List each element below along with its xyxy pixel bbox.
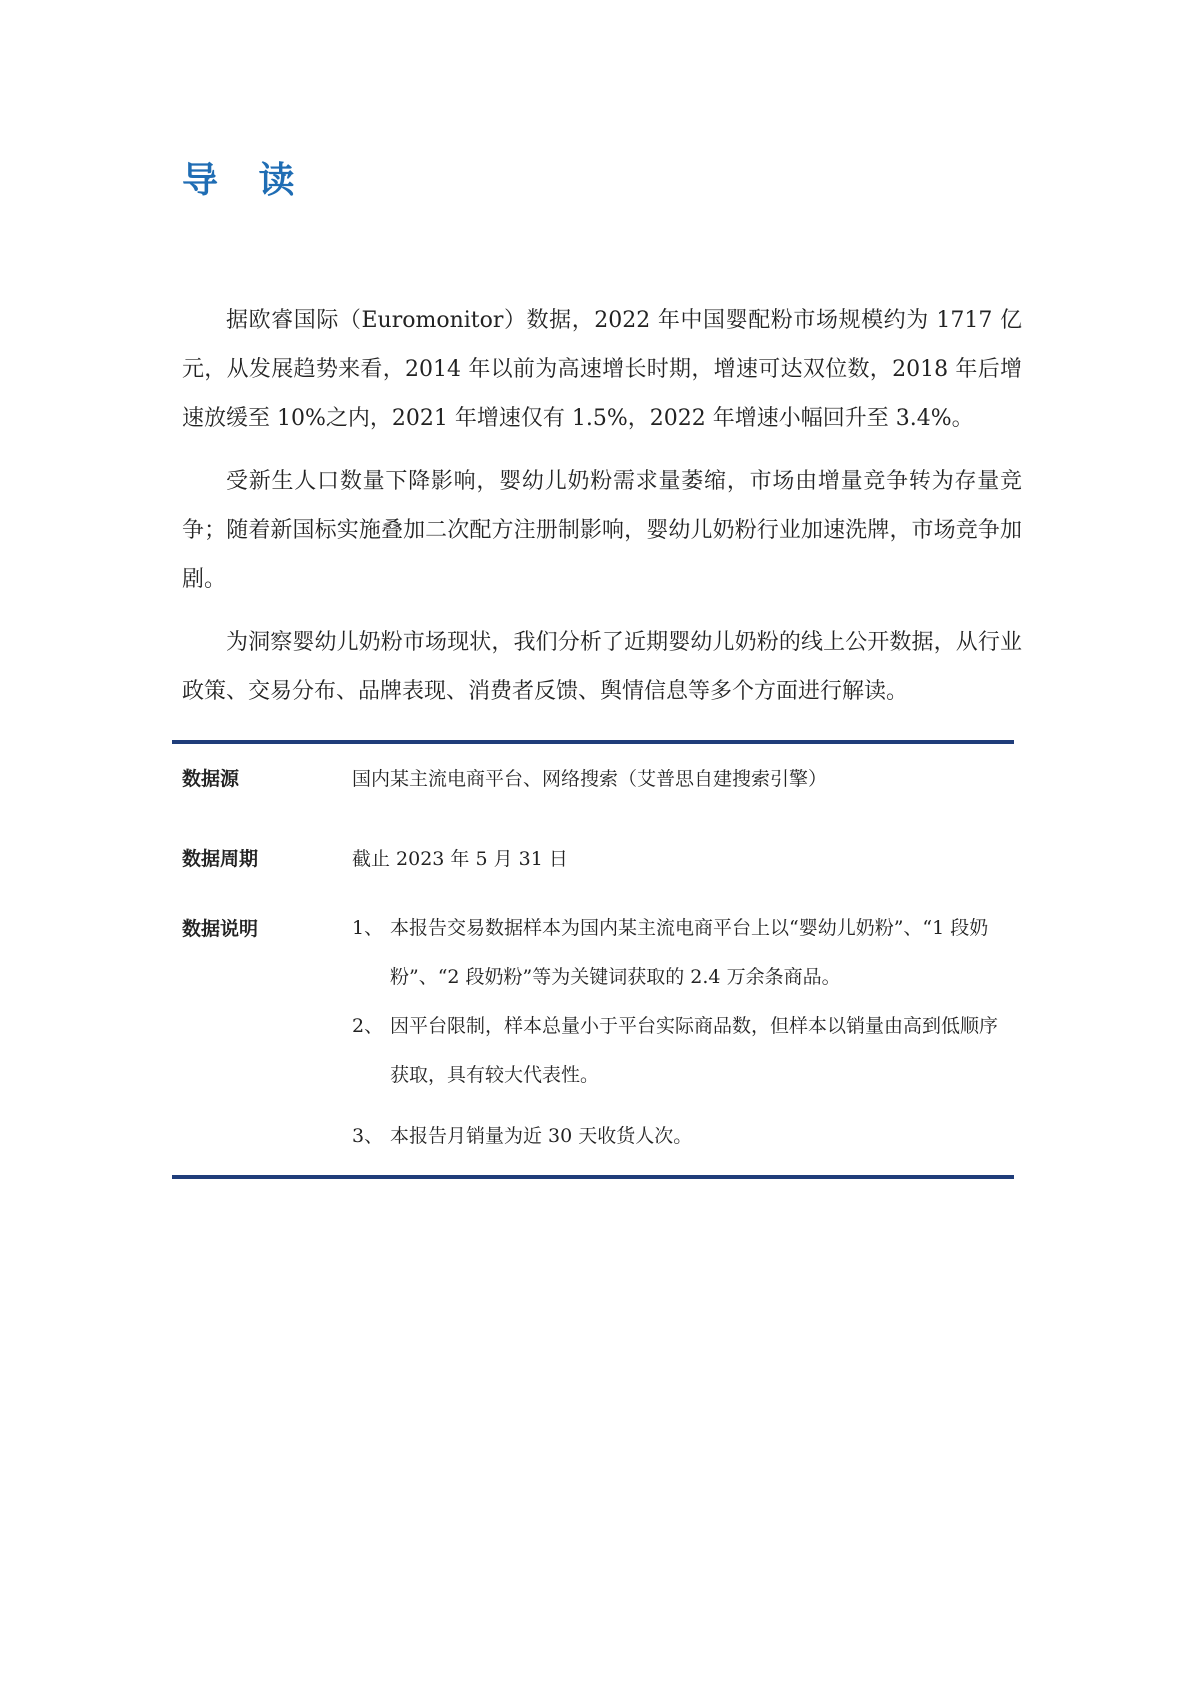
data-source-row (182, 764, 1014, 794)
note-text: 因平台限制，样本总量小于平台实际商品数，但样本以销量由高到低顺序获取，具有较大代表性。 (390, 1015, 999, 1086)
data-info-box (172, 740, 1014, 1179)
intro-paragraph: 为洞察婴幼儿奶粉市场现状，我们分析了近期婴幼儿奶粉的线上公开数据，从行业政策、交易分布、品牌表现、消费者反馈、舆情信息等多个方面进行解读。 (182, 630, 1022, 704)
note-item (352, 904, 1014, 1002)
data-source-label: 数据源 (182, 768, 240, 790)
note-number: 3、 (352, 1125, 384, 1147)
page-title: 导 读 (182, 160, 309, 201)
bottom-divider (172, 1175, 1014, 1179)
info-rows (172, 744, 1014, 1175)
data-period-row (182, 844, 1014, 874)
note-text: 本报告交易数据样本为国内某主流电商平台上以“婴幼儿奶粉”、“1 段奶粉”、“2 段奶粉”等为关键词获取的 2.4 万余条商品。 (390, 917, 989, 988)
note-number: 2、 (352, 1015, 384, 1037)
data-notes-row (182, 914, 1014, 1161)
note-item (352, 1112, 1014, 1161)
note-item (352, 1002, 1014, 1100)
intro-body (182, 296, 1022, 730)
data-notes-label: 数据说明 (182, 918, 259, 940)
note-text: 本报告月销量为近 30 天收货人次。 (390, 1125, 693, 1147)
data-period-label: 数据周期 (182, 848, 259, 870)
intro-paragraph: 据欧睿国际（Euromonitor）数据，2022 年中国婴配粉市场规模约为 1717 亿元，从发展趋势来看，2014 年以前为高速增长时期，增速可达双位数，2018 年后增速放缓至 10%之内，2021 年增速仅有 1.5%，2022 年增速小幅回升至 3.4%。 (182, 308, 1022, 431)
intro-paragraph: 受新生人口数量下降影响，婴幼儿奶粉需求量萎缩，市场由增量竞争转为存量竞争；随着新国标实施叠加二次配方注册制影响，婴幼儿奶粉行业加速洗牌，市场竞争加剧。 (182, 469, 1022, 592)
data-period-value: 截止 2023 年 5 月 31 日 (352, 848, 568, 870)
note-number: 1、 (352, 917, 384, 939)
data-source-value: 国内某主流电商平台、网络搜索（艾普思自建搜索引擎） (352, 768, 828, 790)
data-notes-list (352, 914, 1014, 1161)
